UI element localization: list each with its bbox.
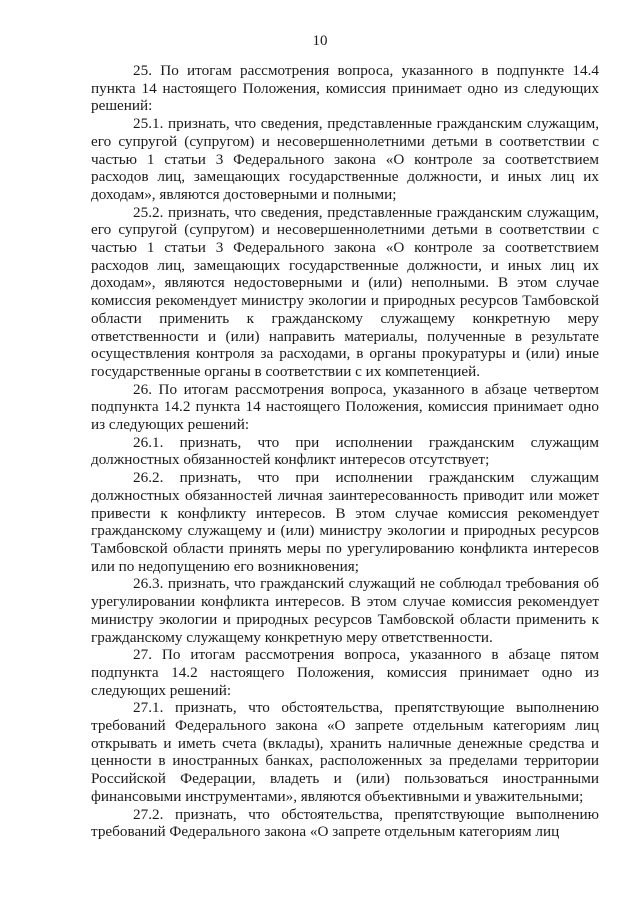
paragraph-27-2: 27.2. признать, что обстоятельства, препятствующие выполнению требований Федерального закона «О запрете отдельным категориям лиц — [91, 805, 599, 841]
paragraph-25-2: 25.2. признать, что сведения, представленные гражданским служащим, его супругой (супругом) и несовершеннолетними детьми в соответствии с частью 1 статьи 3 Федерального закона «О контроле за соответствием расходов лиц, замещающих государственные должности, и иных лиц их доходам», являются недостоверными и (или) неполными. В этом случае комиссия рекомендует министру экологии и природных ресурсов Тамбовской области применить к гражданскому служащему конкретную меру ответственности и (или) направить материалы, полученные в результате осуществления контроля за расходами, в органы прокуратуры и (или) иные государственные органы в соответствии с их компетенцией. — [91, 203, 599, 380]
paragraph-27: 27. По итогам рассмотрения вопроса, указанного в абзаце пятом подпункта 14.2 настоящего Положения, комиссия принимает одно из следующих решений: — [91, 646, 599, 699]
paragraph-26-3: 26.3. признать, что гражданский служащий не соблюдал требования об урегулировании конфликта интересов. В этом случае комиссия рекомендует министру экологии и природных ресурсов Тамбовской области применить к гражданскому служащему конкретную меру ответственности. — [91, 575, 599, 646]
paragraph-26-2: 26.2. признать, что при исполнении гражданским служащим должностных обязанностей личная заинтересованность приводит или может привести к конфликту интересов. В этом случае комиссия рекомендует гражданскому служащему и (или) министру экологии и природных ресурсов Тамбовской области принять меры по урегулированию конфликта интересов или по недопущению его возникновения; — [91, 469, 599, 575]
paragraph-25: 25. По итогам рассмотрения вопроса, указанного в подпункте 14.4 пункта 14 настоящего Положения, комиссия принимает одно из следующих решений: — [91, 62, 599, 115]
page-number: 10 — [312, 33, 328, 49]
paragraph-27-1: 27.1. признать, что обстоятельства, препятствующие выполнению требований Федерального закона «О запрете отдельным категориям лиц открывать и иметь счета (вклады), хранить наличные денежные средства и ценности в иностранных банках, расположенных за пределами территории Российской Федерации, владеть и (или) пользоваться иностранными финансовыми инструментами», являются объективными и уважительными; — [91, 699, 599, 805]
paragraph-26: 26. По итогам рассмотрения вопроса, указанного в абзаце четвертом подпункта 14.2 пункта 14 настоящего Положения, комиссия принимает одно из следующих решений: — [91, 380, 599, 434]
paragraph-25-1: 25.1. признать, что сведения, представленные гражданским служащим, его супругой (супругом) и несовершеннолетними детьми в соответствии с частью 1 статьи 3 Федерального закона «О контроле за соответствием расходов лиц, замещающих государственные должности, и иных лиц их доходам», являются достоверными и полными; — [91, 115, 599, 203]
paragraph-26-1: 26.1. признать, что при исполнении гражданским служащим должностных обязанностей конфликт интересов отсутствует; — [91, 433, 599, 469]
document-body — [91, 62, 599, 841]
